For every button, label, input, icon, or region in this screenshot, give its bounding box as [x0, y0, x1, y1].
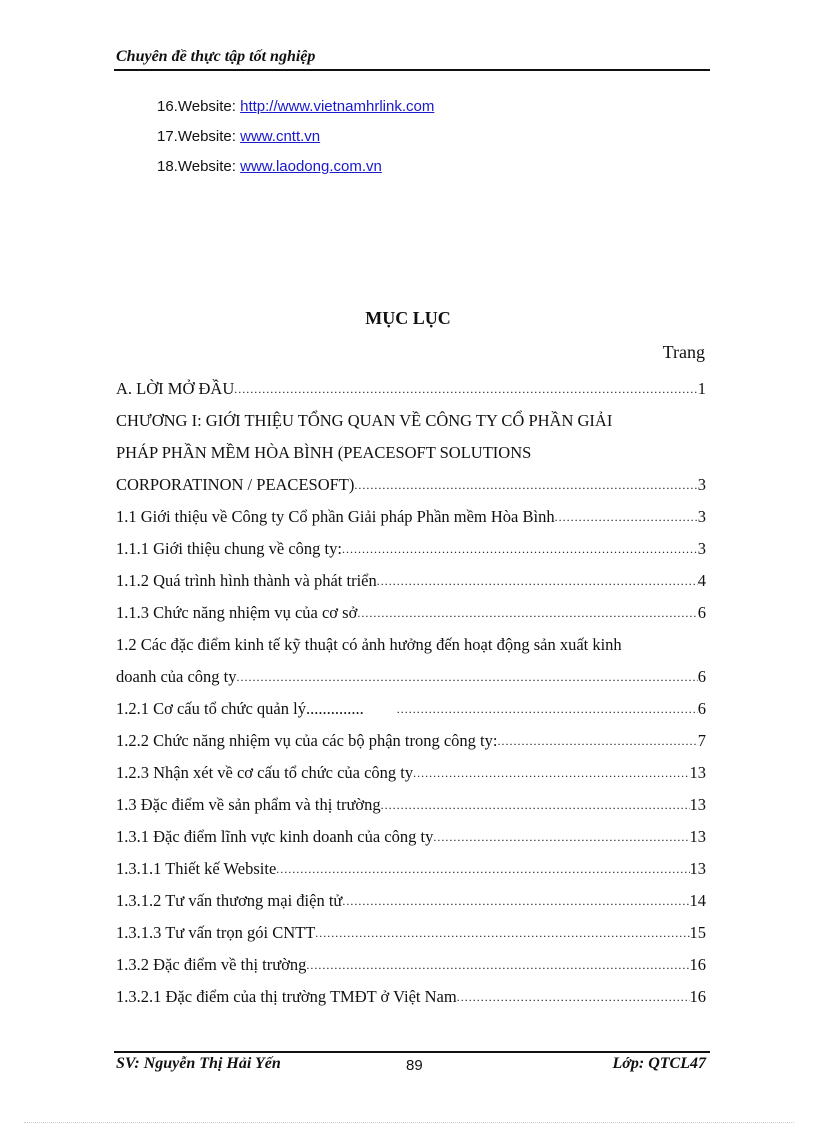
reference-label: 17.Website:: [157, 128, 241, 145]
reference-list: [157, 96, 434, 186]
dot-leader: [357, 597, 697, 629]
toc-entry[interactable]: 1.2.1 Cơ cấu tổ chức quản lý.............. ..... 6: [116, 693, 706, 725]
reference-item: [157, 96, 434, 126]
dot-leader: [342, 885, 689, 917]
toc-entry[interactable]: 1.3.1 Đặc điểm lĩnh vực kinh doanh của công ty ..... 13: [116, 821, 706, 853]
toc-entry[interactable]: 1.2 Các đặc điểm kinh tế kỹ thuật có ảnh hưởng đến hoạt động sản xuất kinh: [116, 635, 622, 654]
reference-label: 16.Website:: [157, 98, 241, 115]
toc-entry[interactable]: 1.2.3 Nhận xét về cơ cấu tổ chức của công ty ..... 13: [116, 757, 706, 789]
footer-page-number: 89: [406, 1057, 423, 1074]
reference-link[interactable]: www.cntt.vn: [240, 128, 321, 145]
dot-leader: [457, 981, 690, 1013]
header-rule: [114, 69, 710, 71]
toc-entry[interactable]: 1.3.1.3 Tư vấn trọn gói CNTT ..... 15: [116, 917, 706, 949]
dot-leader: [497, 725, 697, 757]
reference-item: [157, 126, 434, 156]
toc-entry[interactable]: 1.1.1 Giới thiệu chung về công ty: ..... 3: [116, 533, 706, 565]
reference-label: 18.Website:: [157, 158, 241, 175]
toc-entry[interactable]: PHÁP PHẦN MỀM HÒA BÌNH (PEACESOFT SOLUTIONS: [116, 443, 532, 462]
dot-leader: [555, 501, 698, 533]
toc-entry[interactable]: doanh của công ty ..... 6: [116, 661, 706, 693]
toc-page-column-header: Trang: [662, 342, 705, 362]
footer-rule: [114, 1051, 710, 1053]
dot-leader: [276, 853, 689, 885]
dot-leader: [397, 693, 698, 725]
dot-leader: [306, 949, 689, 981]
dot-leader: [413, 757, 689, 789]
toc-entry[interactable]: 1.3.2 Đặc điểm về thị trường ..... 16: [116, 949, 706, 981]
footer-student-name: SV: Nguyễn Thị Hải Yến: [116, 1055, 281, 1072]
toc-entry[interactable]: 1.2.2 Chức năng nhiệm vụ của các bộ phận trong công ty: ..... 7: [116, 725, 706, 757]
reference-item: [157, 156, 434, 186]
dot-leader: [342, 533, 698, 565]
table-of-contents: [116, 373, 706, 1013]
dot-leader: [381, 789, 690, 821]
footer-class: Lớp: QTCL47: [612, 1055, 706, 1072]
dot-leader: [433, 821, 689, 853]
reference-link[interactable]: http://www.vietnamhrlink.com: [240, 98, 435, 115]
toc-entry[interactable]: 1.3.2.1 Đặc điểm của thị trường TMĐT ở Việt Nam ..... 16: [116, 981, 706, 1013]
toc-entry[interactable]: CHƯƠNG I: GIỚI THIỆU TỔNG QUAN VỀ CÔNG TY CỔ PHẦN GIẢI: [116, 411, 613, 430]
toc-entry[interactable]: CORPORATINON / PEACESOFT) ..... 3: [116, 469, 706, 501]
dot-leader: [234, 373, 698, 405]
reference-link[interactable]: www.laodong.com.vn: [240, 158, 382, 175]
toc-title: MỤC LỤC: [365, 308, 451, 328]
toc-entry[interactable]: 1.3 Đặc điểm về sản phẩm và thị trường ..... 13: [116, 789, 706, 821]
dot-leader: [237, 661, 698, 693]
toc-entry[interactable]: 1.1.3 Chức năng nhiệm vụ của cơ sở ..... 6: [116, 597, 706, 629]
dot-leader: [315, 917, 689, 949]
toc-entry[interactable]: 1.3.1.1 Thiết kế Website ..... 13: [116, 853, 706, 885]
running-header-title: Chuyên đề thực tập tốt nghiệp: [116, 48, 316, 65]
toc-entry[interactable]: 1.3.1.2 Tư vấn thương mại điện tử ..... 14: [116, 885, 706, 917]
toc-entry[interactable]: A. LỜI MỞ ĐẦU ..... 1: [116, 373, 706, 405]
toc-entry[interactable]: 1.1.2 Quá trình hình thành và phát triển ..... 4: [116, 565, 706, 597]
dot-leader: [354, 469, 697, 501]
toc-entry[interactable]: 1.1 Giới thiệu về Công ty Cổ phần Giải pháp Phần mềm Hòa Bình ..... 3: [116, 501, 706, 533]
dot-leader: [377, 565, 698, 597]
